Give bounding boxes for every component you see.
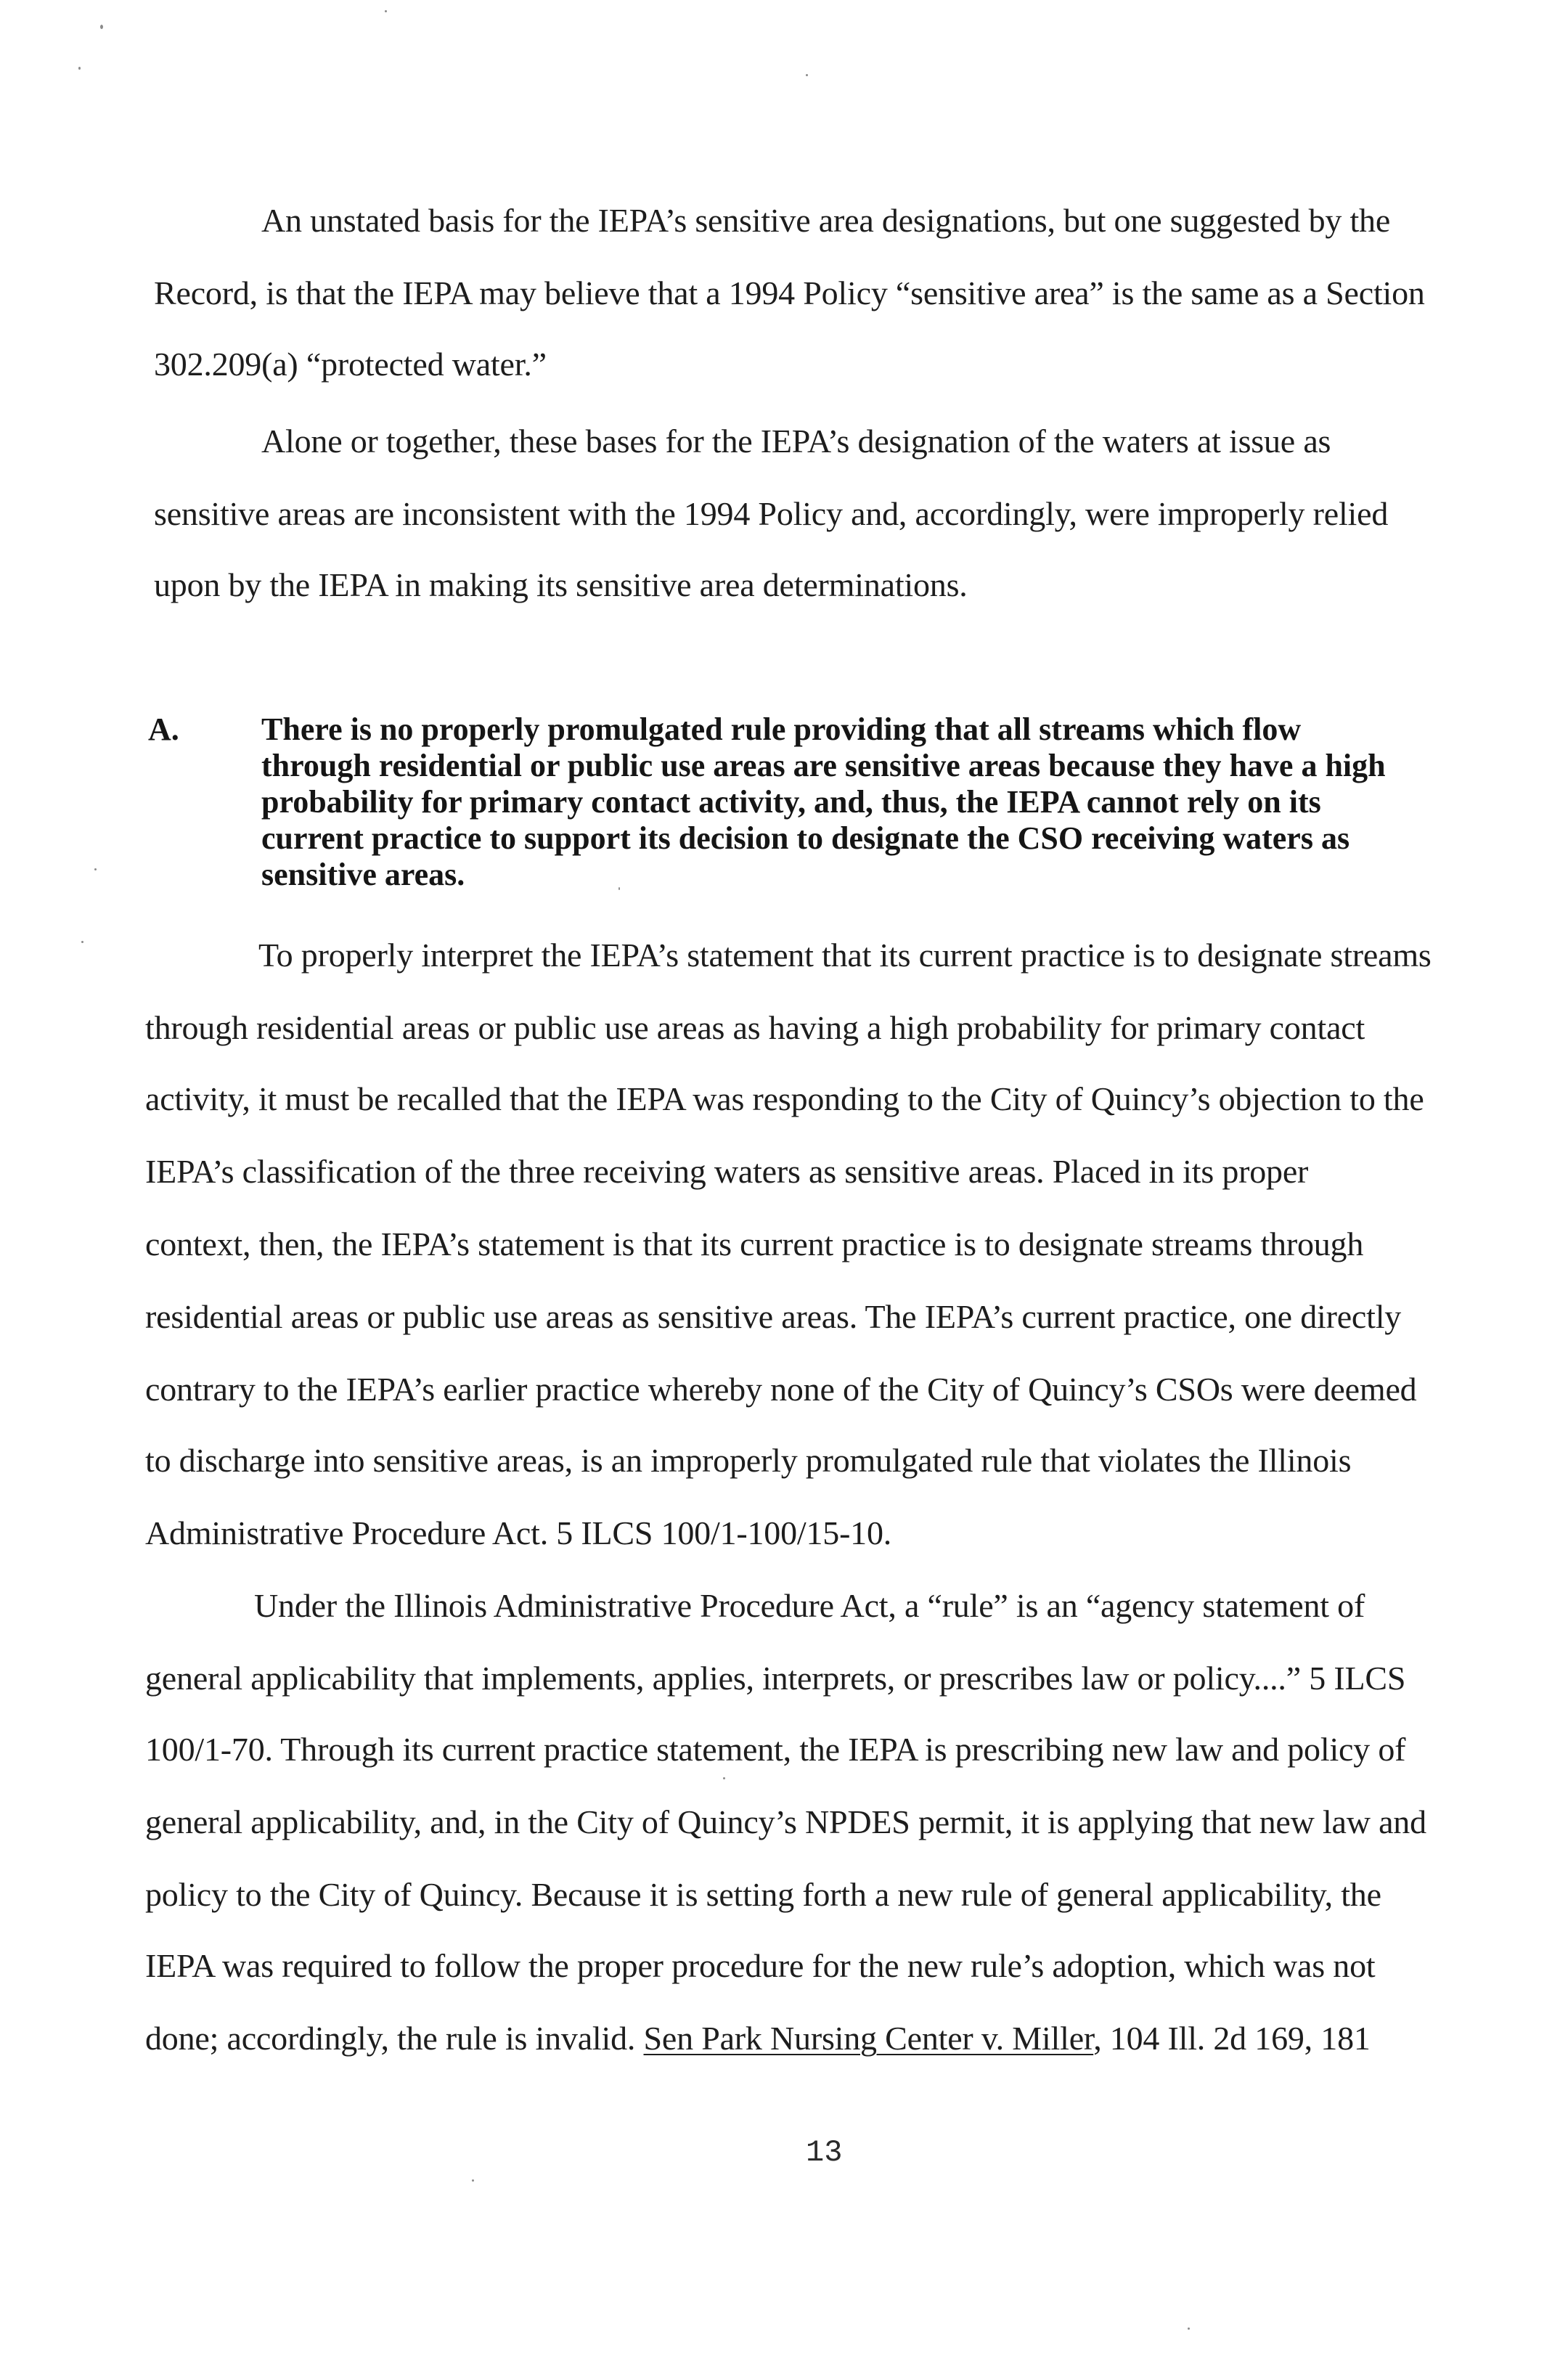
scan-speck xyxy=(100,25,103,29)
body-paragraph-2-line-6: IEPA was required to follow the proper procedure for the new rule’s adoption, which was not xyxy=(145,1947,1376,1984)
body-paragraph-1-line-9: Administrative Procedure Act. 5 ILCS 100/1-100/15-10. xyxy=(145,1514,892,1551)
body-paragraph-2-line-3: 100/1-70. Through its current practice statement, the IEPA is prescribing new law and policy of xyxy=(145,1731,1406,1768)
intro-paragraph-1-line-2: Record, is that the IEPA may believe that a 1994 Policy “sensitive area” is the same as a Section xyxy=(154,274,1425,311)
scan-speck xyxy=(806,74,808,76)
page-number: 13 xyxy=(806,2135,843,2170)
body-paragraph-1-line-8: to discharge into sensitive areas, is an improperly promulgated rule that violates the Illinois xyxy=(145,1442,1352,1479)
section-heading-line-3: probability for primary contact activity, and, thus, the IEPA cannot rely on its xyxy=(261,784,1321,820)
scan-speck xyxy=(472,2179,474,2182)
body-paragraph-1-line-5: context, then, the IEPA’s statement is that its current practice is to designate streams through xyxy=(145,1225,1364,1262)
scan-speck xyxy=(618,887,620,890)
scan-speck xyxy=(1188,2328,1190,2330)
body-paragraph-2-line-4: general applicability, and, in the City of Quincy’s NPDES permit, it is applying that new law and xyxy=(145,1803,1426,1840)
body-paragraph-2-line-1: Under the Illinois Administrative Procedure Act, a “rule” is an “agency statement of xyxy=(254,1587,1365,1624)
body-paragraph-1-line-3: activity, it must be recalled that the IEPA was responding to the City of Quincy’s objection to the xyxy=(145,1080,1424,1117)
citation-reporter: , 104 Ill. 2d 169, 181 xyxy=(1093,2020,1371,2057)
body-paragraph-2-line-2: general applicability that implements, applies, interprets, or prescribes law or policy....” 5 ILCS xyxy=(145,1660,1406,1697)
section-heading-letter: A. xyxy=(148,711,179,747)
intro-paragraph-2-line-1: Alone or together, these bases for the IEPA’s designation of the waters at issue as xyxy=(261,423,1331,460)
section-heading-line-4: current practice to support its decision to designate the CSO receiving waters as xyxy=(261,820,1350,856)
body-paragraph-2-line-7-text: done; accordingly, the rule is invalid. xyxy=(145,2020,644,2057)
body-paragraph-2-line-5: policy to the City of Quincy. Because it is setting forth a new rule of general applicability, the xyxy=(145,1876,1381,1913)
intro-paragraph-1-line-3: 302.209(a) “protected water.” xyxy=(154,346,547,383)
case-citation: Sen Park Nursing Center v. Miller xyxy=(643,2020,1094,2057)
body-paragraph-1-line-2: through residential areas or public use areas as having a high probability for primary contact xyxy=(145,1009,1365,1046)
scan-speck xyxy=(94,868,97,870)
intro-paragraph-2-line-2: sensitive areas are inconsistent with the 1994 Policy and, accordingly, were improperly relied xyxy=(154,495,1389,532)
section-heading-line-1: There is no properly promulgated rule providing that all streams which flow xyxy=(261,711,1302,747)
scan-speck xyxy=(78,67,81,70)
body-paragraph-1-line-7: contrary to the IEPA’s earlier practice whereby none of the City of Quincy’s CSOs were deemed xyxy=(145,1371,1417,1408)
intro-paragraph-1-line-1: An unstated basis for the IEPA’s sensitive area designations, but one suggested by the xyxy=(261,202,1391,239)
scan-speck xyxy=(81,941,83,943)
intro-paragraph-2-line-3: upon by the IEPA in making its sensitive area determinations. xyxy=(154,566,968,603)
section-heading-line-2: through residential or public use areas are sensitive areas because they have a high xyxy=(261,748,1386,783)
body-paragraph-1-line-4: IEPA’s classification of the three receiving waters as sensitive areas. Placed in its proper xyxy=(145,1153,1309,1190)
body-paragraph-2-line-7 xyxy=(145,2018,1371,2059)
body-paragraph-1-line-1: To properly interpret the IEPA’s statement that its current practice is to designate streams xyxy=(258,937,1432,974)
section-heading-line-5: sensitive areas. xyxy=(261,857,465,892)
body-paragraph-1-line-6: residential areas or public use areas as sensitive areas. The IEPA’s current practice, one directly xyxy=(145,1298,1402,1335)
scan-speck xyxy=(385,10,387,12)
scan-speck xyxy=(723,1777,725,1779)
